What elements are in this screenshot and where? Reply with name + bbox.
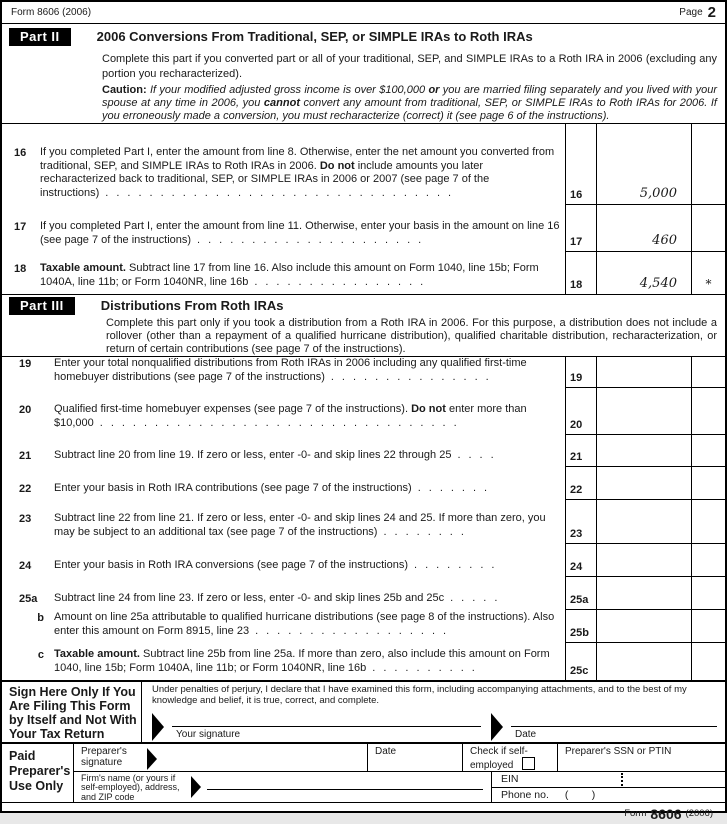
part3-table — [2, 356, 725, 682]
ein-label: EIN — [501, 773, 519, 786]
ein-field[interactable] — [492, 772, 725, 787]
line-22-number: 22 — [19, 483, 32, 496]
line-22-text: Enter your basis in Roth IRA contributions (see page 7 of the instructions) ....... — [54, 482, 496, 495]
line-16-box-label: 16 — [565, 124, 596, 205]
phone-parens: ( ) — [564, 788, 596, 801]
line-20-text: Qualified first-time homebuyer expenses (see page 7 of the instructions). Do not enter more than $10,000 ................................. — [54, 403, 527, 430]
your-signature-field[interactable] — [172, 710, 481, 727]
perjury-statement: Under penalties of perjury, I declare that I have examined this form, including accompanying attachments, and to the best of my knowledge and belief, it is true, correct, and complete. — [152, 684, 687, 706]
line-24-cents[interactable] — [691, 544, 725, 577]
line-16-cents[interactable] — [691, 124, 725, 205]
line-23-amount[interactable] — [596, 500, 691, 544]
form-line-16 — [2, 124, 725, 205]
line-21-cents[interactable] — [691, 435, 725, 467]
preparer-signature-arrow-icon — [147, 748, 157, 770]
line-25b-box-label: 25b — [565, 610, 596, 643]
footer-form-number: 8606 — [650, 805, 682, 822]
line-23-text: Subtract line 22 from line 21. If zero or less, enter -0- and skip lines 24 and 25. If more than zero, you may be subject to an additional tax (see page 7 of the instructions) ........ — [54, 512, 546, 539]
line-22-amount[interactable] — [596, 467, 691, 500]
line-23-number: 23 — [19, 513, 32, 526]
paid-preparer-label: Paid Preparer's Use Only — [2, 744, 74, 802]
dot-leader: ..................... — [197, 234, 430, 247]
preparer-ssn-field[interactable] — [558, 744, 725, 771]
firm-name-arrow-icon — [191, 776, 201, 798]
line-25c-box-label: 25c — [565, 643, 596, 680]
line-18-box-label: 18 — [565, 252, 596, 294]
line-20-number: 20 — [19, 404, 32, 417]
line-25c-amount[interactable] — [596, 643, 691, 680]
check-self-employed-label-1: Check if self- — [470, 746, 528, 757]
line-17-text: If you completed Part I, enter the amount from line 11. Otherwise, enter your basis in the amount on line 16 (see page 7 of the instructions) ..................... — [40, 220, 560, 247]
line-23-box-label: 23 — [565, 500, 596, 544]
line-25a-number: 25a — [19, 593, 38, 606]
form-line-17 — [2, 205, 725, 252]
line-25a-text: Subtract line 24 from line 23. If zero or less, enter -0- and skip lines 25b and 25c ..... — [54, 592, 506, 605]
form-id: Form 8606 (2006) — [11, 7, 92, 18]
line-25c-cents[interactable] — [691, 643, 725, 680]
date-arrow-icon — [491, 713, 503, 741]
line-25b-cents[interactable] — [691, 610, 725, 643]
signature-date-label: Date — [515, 729, 537, 740]
part3-label: Part III — [9, 297, 75, 315]
dot-leader: .... — [457, 449, 502, 462]
line-18-number: 18 — [14, 263, 27, 276]
part3-header — [2, 295, 725, 316]
line-16-number: 16 — [14, 146, 27, 159]
form-line-19 — [2, 357, 725, 388]
page-footer — [2, 802, 725, 824]
line-16-amount[interactable]: 5,000 — [596, 124, 691, 205]
part2-header — [2, 24, 725, 49]
preparer-ssn-label: Preparer's SSN or PTIN — [565, 746, 672, 757]
line-17-box-label: 17 — [565, 205, 596, 252]
line-25a-box-label: 25a — [565, 577, 596, 610]
phone-field[interactable] — [492, 788, 725, 802]
form-line-20 — [2, 388, 725, 435]
dot-leader: ........ — [414, 559, 503, 572]
dot-leader: ............... — [330, 370, 497, 383]
line-17-amount[interactable]: 460 — [596, 205, 691, 252]
part2-title: 2006 Conversions From Traditional, SEP, or SIMPLE IRAs to Roth IRAs — [96, 29, 533, 44]
dot-leader: ................ — [254, 276, 432, 289]
preparer-signature-label: Preparer's signature — [81, 746, 127, 768]
line-19-cents[interactable] — [691, 357, 725, 388]
line-16-text: If you completed Part I, enter the amount from line 8. Otherwise, enter the net amount you converted from traditional, SEP, and SIMPLE IRAs to Roth IRAs in 2006. Do not include amounts you later recharacterized back to traditional, SEP, or SIMPLE IRAs in 2006 or 2007 (see page 7 of the instructions) ................................ — [40, 145, 555, 200]
line-25c-text: Taxable amount. Subtract line 25b from line 25a. If more than zero, also include this amount on Form 1040, line 15b; Form 1040A, line 11b; or Form 1040NR, line 16b .......... — [54, 648, 550, 675]
page-header — [2, 2, 725, 24]
dot-leader: ..... — [450, 592, 506, 605]
form-line-22 — [2, 467, 725, 500]
line-22-box-label: 22 — [565, 467, 596, 500]
line-20-amount[interactable] — [596, 388, 691, 435]
form-line-25b — [2, 610, 725, 643]
line-22-cents[interactable] — [691, 467, 725, 500]
caution-label: Caution: — [102, 84, 147, 96]
form-line-25c — [2, 643, 725, 680]
line-25b-amount[interactable] — [596, 610, 691, 643]
line-20-cents[interactable] — [691, 388, 725, 435]
form-line-18 — [2, 252, 725, 294]
dot-leader: .................. — [255, 625, 455, 638]
your-signature-label: Your signature — [176, 729, 241, 740]
line-18-text: Taxable amount. Subtract line 17 from line 16. Also include this amount on Form 1040, line 15b; Form 1040A, line 11b; or Form 1040NR, line 16b ................ — [40, 262, 539, 289]
line-21-amount[interactable] — [596, 435, 691, 467]
line-24-text: Enter your basis in Roth IRA conversions (see page 7 of the instructions) ........ — [54, 559, 503, 572]
page-word: Page — [679, 7, 703, 18]
firm-name-field[interactable] — [74, 772, 492, 802]
part3-description: Complete this part only if you took a distribution from a Roth IRA in 2006. For this purpose, a distribution does not include a rollover (other than a repayment of a qualified hurricane distribution), qualified charitable distribution, recharacterization, or return of certain contributions (see page 7 of the instructions). — [106, 317, 717, 355]
line-24-number: 24 — [19, 560, 32, 573]
line-17-number: 17 — [14, 221, 27, 234]
signature-arrow-icon — [152, 713, 164, 741]
self-employed-checkbox[interactable] — [522, 757, 535, 770]
form-line-21 — [2, 435, 725, 467]
line-25b-number: b — [37, 612, 44, 625]
line-24-box-label: 24 — [565, 544, 596, 577]
line-19-text: Enter your total nonqualified distributions from Roth IRAs in 2006 including any qualified first-time homebuyer distributions (see page 7 of the instructions) ............... — [54, 357, 527, 383]
line-25a-amount[interactable] — [596, 577, 691, 610]
line-19-box-label: 19 — [565, 357, 596, 388]
sign-here-label: Sign Here Only If You Are Filing This Form by Itself and Not With Your Tax Return — [2, 682, 142, 742]
line-19-amount[interactable] — [596, 357, 691, 388]
line-17-cents[interactable] — [691, 205, 725, 252]
line-18-asterisk: * — [691, 252, 725, 294]
ein-separator — [621, 773, 623, 786]
preparer-date-field[interactable] — [368, 744, 463, 771]
dot-leader: ........ — [383, 526, 472, 539]
firm-name-label: Firm's name (or yours if self-employed), address, and ZIP code — [81, 773, 180, 802]
line-23-cents[interactable] — [691, 500, 725, 544]
line-24-amount[interactable] — [596, 544, 691, 577]
line-21-box-label: 21 — [565, 435, 596, 467]
part3-title: Distributions From Roth IRAs — [100, 298, 284, 313]
line-21-number: 21 — [19, 450, 32, 463]
page-number: 2 — [707, 4, 716, 21]
line-21-text: Subtract line 20 from line 19. If zero or less, enter -0- and skip lines 22 through 25 .... — [54, 449, 502, 462]
line-20-box-label: 20 — [565, 388, 596, 435]
phone-label: Phone no. — [501, 788, 549, 801]
part2-table — [2, 123, 725, 295]
part2-intro: Complete this part if you converted part or all of your traditional, SEP, and SIMPLE IRAs to a Roth IRA in 2006 (excluding any portion you recharacterized). — [102, 53, 717, 80]
check-self-employed-label-2: employed — [470, 760, 514, 771]
line-19-number: 19 — [19, 358, 32, 370]
dot-leader: ................................ — [105, 187, 460, 200]
line-18-amount[interactable]: 4,540 — [596, 252, 691, 294]
footer-form-word: Form — [624, 808, 647, 819]
dot-leader: ....... — [417, 482, 496, 495]
form-line-24 — [2, 544, 725, 577]
part2-caution: Caution: If your modified adjusted gross income is over $100,000 or you are married filing separately and you lived with your spouse at any time in 2006, you cannot convert any amount from traditional, SEP, or SIMPLE IRAs to Roth IRAs for 2006. If you erroneously made a conversion, you must recharacterize (correct) it (see page 6 of the instructions). — [102, 84, 717, 122]
form-line-25a — [2, 577, 725, 610]
form-line-23 — [2, 500, 725, 544]
signature-date-field[interactable] — [511, 710, 717, 727]
preparer-date-label: Date — [375, 746, 397, 757]
paid-preparer-section — [2, 742, 725, 802]
line-25c-number: c — [37, 649, 44, 662]
part2-label: Part II — [9, 28, 71, 46]
dot-leader: ................................. — [99, 417, 465, 430]
dot-leader: .......... — [372, 662, 483, 675]
firm-name-line[interactable] — [207, 774, 483, 790]
preparer-signature-field[interactable] — [74, 744, 368, 771]
page-indicator — [679, 4, 716, 21]
sign-here-section — [2, 682, 725, 742]
line-25b-text: Amount on line 25a attributable to qualified hurricane distributions (see page 8 of the instructions). Also enter this amount on Form 8915, line 23 .................. — [54, 611, 555, 638]
footer-form-year: (2006) — [685, 808, 713, 819]
line-25a-cents[interactable] — [691, 577, 725, 610]
